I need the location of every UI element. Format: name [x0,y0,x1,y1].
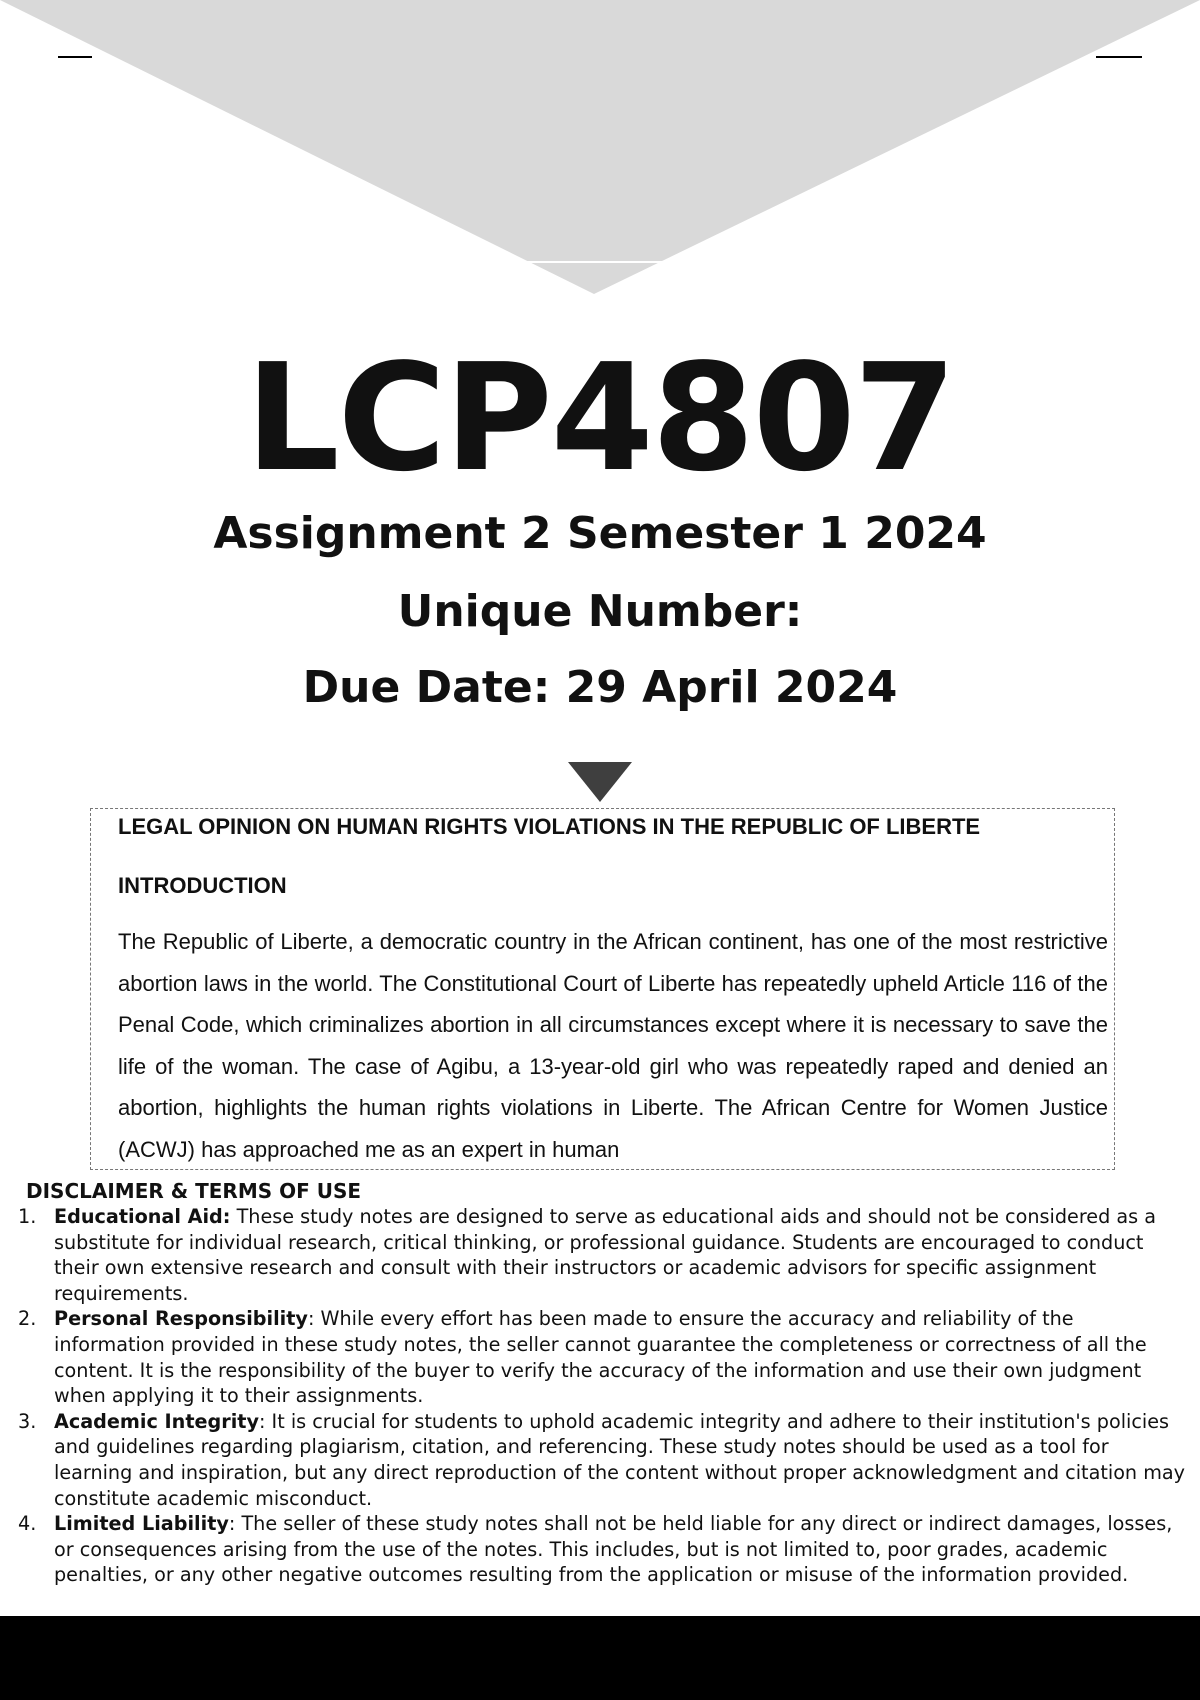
chevron-shape [0,0,1200,294]
item-number: 1. [18,1205,37,1228]
footer-bar [0,1616,1200,1700]
preview-title: LEGAL OPINION ON HUMAN RIGHTS VIOLATIONS IN THE REPUBLIC OF LIBERTE [118,814,981,839]
due-date-label: Due Date: 29 April 2024 [302,662,898,713]
item-text: These study notes are designed to serve as educational aids and should not be considered as a substitute for individual research, critical thinking, or professional guidance. Students are encouraged to conduct their own extensive research and consult with their instructors or academic advisors for specific assignment requirements. [54,1205,1156,1305]
disclaimer-list [18,1204,1188,1588]
item-heading: Educational Aid: [54,1205,231,1228]
list-item [18,1306,1188,1408]
unique-number-label: Unique Number: [397,586,803,637]
chevron-banner [0,0,1200,300]
disclaimer-title: DISCLAIMER & TERMS OF USE [26,1179,362,1203]
course-code-title: LCP4807 [245,332,955,504]
item-heading: Academic Integrity [54,1409,259,1433]
corner-mark-right [1096,56,1142,58]
list-item [18,1511,1188,1588]
down-arrow-icon [568,762,632,802]
item-text: : The seller of these study notes shall not be held liable for any direct or indirect damages, losses, or consequences arising from the use of the notes. This includes, but is not limited to, poor grades, academic penalties, or any other negative outcomes resulting from the application or misuse of the information provided. [54,1512,1173,1587]
item-heading: Limited Liability [54,1512,229,1536]
item-number: 4. [18,1512,37,1536]
item-heading: Personal Responsibility [54,1307,308,1331]
document-preview [90,808,1115,1170]
item-text: : It is crucial for students to uphold academic integrity and adhere to their institution's policies and guidelines regarding plagiarism, citation, and referencing. These study notes should be used as a tool for learning and inspiration, but any direct reproduction of the content without proper acknowledgment and citation may constitute academic misconduct. [54,1409,1185,1510]
preview-body: The Republic of Liberte, a democratic country in the African continent, has one of the most restrictive abortion laws in the world. The Constitutional Court of Liberte has repeatedly upheld Article 116 of the Penal Code, which criminalizes abortion in all circumstances except where it is necessary to save the life of the woman. The case of Agibu, a 13-year-old girl who was repeatedly raped and denied an abortion, highlights the human rights violations in Liberte. The African Centre for Women Justice (ACWJ) has approached me as an expert in human [118,929,1108,1162]
item-number: 2. [18,1307,37,1331]
assignment-subtitle: Assignment 2 Semester 1 2024 [213,508,987,559]
preview-heading: INTRODUCTION [118,873,287,898]
item-text: : While every effort has been made to ensure the accuracy and reliability of the information provided in these study notes, the seller cannot guarantee the completeness or correctness of all the content. It is the responsibility of the buyer to verify the accuracy of the information and use their own judgment when applying it to their assignments. [54,1307,1147,1408]
list-item [18,1409,1188,1511]
list-item [18,1204,1188,1306]
corner-mark-left [58,56,92,58]
item-number: 3. [18,1409,37,1433]
